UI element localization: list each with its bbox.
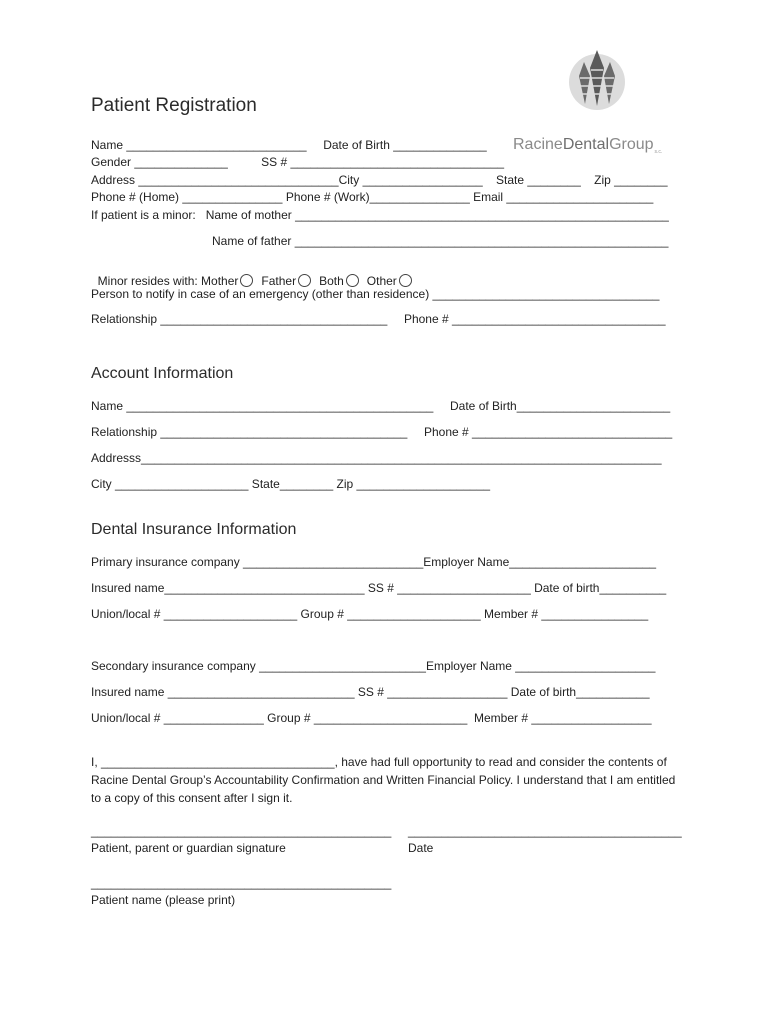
print-name-label: Patient name (please print): [91, 893, 236, 907]
option-other-label: Other: [366, 274, 397, 288]
account-address-line: Addresss______________________________________________________________________________: [91, 451, 662, 465]
emergency-contact-line: Person to notify in case of an emergency (other than residence) __________________________________: [91, 287, 660, 301]
father-radio[interactable]: [298, 274, 311, 287]
secondary-insured-line: Insured name ____________________________ SS # __________________ Date of birth___________: [91, 685, 650, 699]
logo-wordmark: RacineDentalGroup$_{s.c.}$: [513, 136, 663, 155]
page-title: Patient Registration: [91, 95, 257, 116]
account-city-line: City ____________________ State________ Zip ____________________: [91, 477, 491, 491]
minor-resides-row: [91, 260, 420, 288]
minor-mother-line: If patient is a minor: Name of mother ________________________________________________________: [91, 208, 669, 222]
patient-name-dob-line: Name ___________________________ Date of Birth ______________: [91, 138, 487, 152]
minor-resides-label: Minor resides with:: [97, 274, 202, 288]
signature-label: Patient, parent or guardian signature: [91, 841, 286, 855]
patient-gender-ss-line: Gender ______________ SS # ________________________________: [91, 155, 505, 169]
mother-radio[interactable]: [240, 274, 253, 287]
primary-insured-line: Insured name______________________________ SS # ____________________ Date of birth__________: [91, 581, 667, 595]
date-label: Date: [408, 841, 434, 855]
insurance-heading: Dental Insurance Information: [91, 521, 297, 538]
primary-union-line: Union/local # ____________________ Group # ____________________ Member # ________________: [91, 607, 649, 621]
account-heading: Account Information: [91, 365, 234, 382]
primary-insurance-line: Primary insurance company ___________________________Employer Name______________________: [91, 555, 657, 569]
option-both-label: Both: [319, 274, 344, 288]
signature-lines: _____________________________________________ _________________________________________: [91, 824, 682, 838]
other-radio[interactable]: [399, 274, 412, 287]
minor-father-line: Name of father ________________________________________________________: [212, 234, 669, 248]
patient-address-line: Address ______________________________City __________________ State ________ Zip ________: [91, 173, 668, 187]
account-relationship-line: Relationship _____________________________________ Phone # ______________________________: [91, 425, 673, 439]
emergency-relationship-line: Relationship __________________________________ Phone # ________________________________: [91, 312, 666, 326]
consent-paragraph: I, ___________________________________, have had full opportunity to read and consider the contents of Racine Dental Group’s Accountability Confirmation and Written Financial Policy. I understand that I am entitled to a copy of this consent after I sign it.: [91, 755, 676, 805]
both-radio[interactable]: [346, 274, 359, 287]
patient-phone-email-line: Phone # (Home) _______________ Phone # (Work)_______________ Email ______________________: [91, 190, 654, 204]
secondary-union-line: Union/local # _______________ Group # _______________________ Member # __________________: [91, 711, 652, 725]
logo-mark: [566, 46, 628, 112]
account-name-line: Name ______________________________________________ Date of Birth_______________________: [91, 399, 671, 413]
option-mother-label: Mother: [201, 274, 239, 288]
print-name-line: _____________________________________________: [91, 876, 392, 890]
secondary-insurance-line: Secondary insurance company _________________________Employer Name _____________________: [91, 659, 656, 673]
option-father-label: Father: [261, 274, 297, 288]
